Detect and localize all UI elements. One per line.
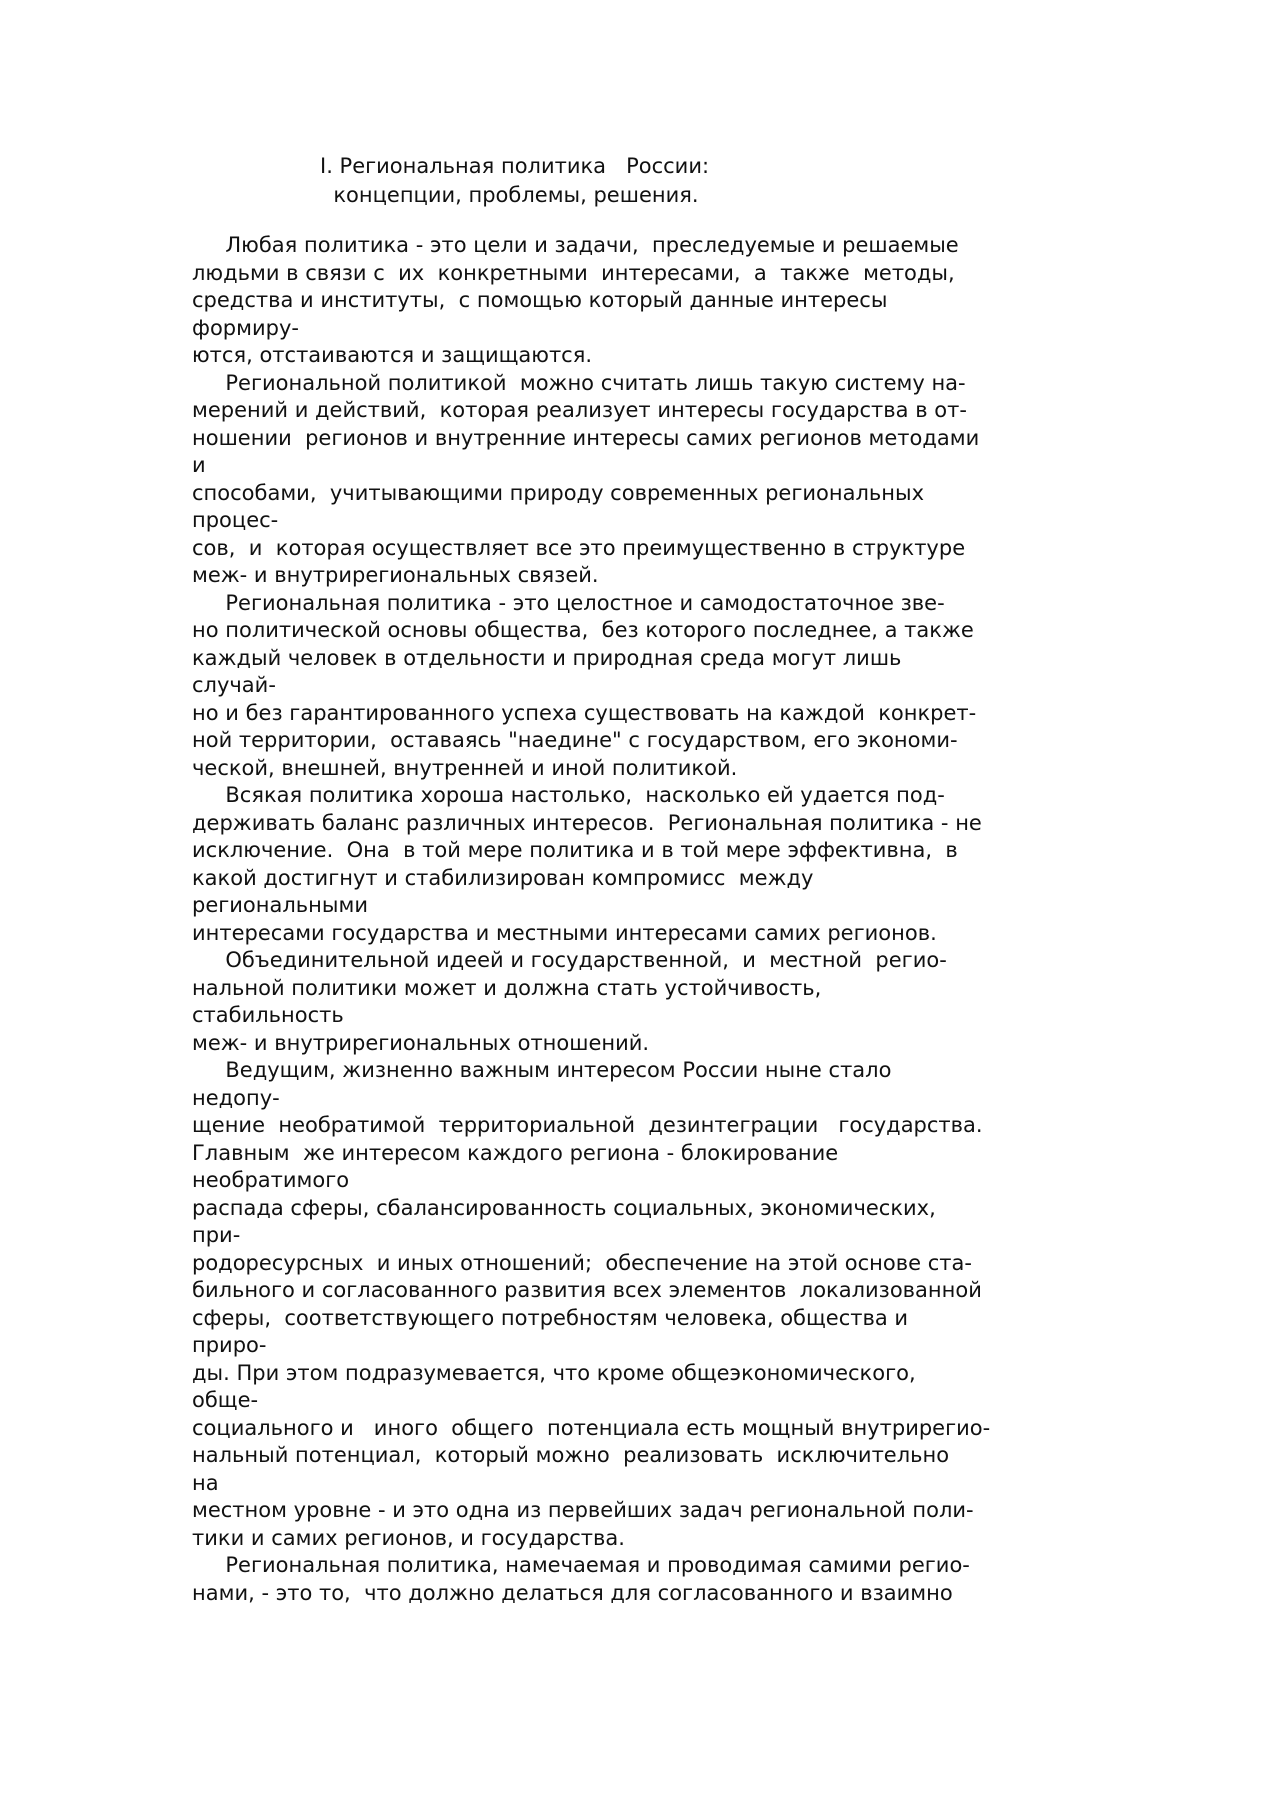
body-line: местном уровне - и это одна из первейших задач региональной поли- (192, 1498, 974, 1522)
body-line: средства и институты, с помощью который данные интересы (192, 288, 888, 312)
body-line: но политической основы общества, без которого последнее, а также (192, 618, 974, 642)
body-line: ческой, внешней, внутренней и иной политикой. (192, 755, 738, 780)
body-line: щение необратимой территориальной дезинтеграции государства. (192, 1113, 983, 1137)
body-line: Региональная политика - это целостное и самодостаточное зве- (192, 590, 945, 615)
body-line: меж- и внутрирегиональных отношений. (192, 1030, 650, 1055)
body-line: процес- (192, 508, 279, 532)
body-line: но и без гарантированного успеха существовать на каждой конкрет- (192, 700, 977, 725)
body-line: Объединительной идеей и государственной, и местной регио- (192, 948, 947, 972)
body-line: родоресурсных и иных отношений; обеспечение на этой основе ста- (192, 1250, 972, 1275)
body-line: Региональной политикой можно считать лишь такую систему на- (192, 370, 966, 395)
body-line: сферы, соответствующего потребностям человека, общества и (192, 1305, 909, 1330)
body-line: исключение. Она в той мере политика и в той мере эффективна, в (192, 838, 958, 862)
body-line: меж- и внутрирегиональных связей. (192, 563, 599, 587)
body-line: нальный потенциал, который можно реализовать исключительно (192, 1443, 950, 1467)
body-line: ются, отстаиваются и защищаются. (192, 343, 593, 367)
body-line: людьми в связи с их конкретными интересами, а также методы, (192, 260, 955, 285)
body-line: приро- (192, 1333, 267, 1357)
body-line: Любая политика - это цели и задачи, преследуемые и решаемые (192, 233, 959, 257)
body-line: случай- (192, 673, 276, 697)
body-line: держивать баланс различных интересов. Региональная политика - не (192, 810, 982, 835)
body-line: Региональная политика, намечаемая и проводимая самими регио- (192, 1553, 970, 1577)
body-line: сов, и которая осуществляет все это преимущественно в структуре (192, 535, 966, 560)
body-line: Главным же интересом каждого региона - блокирование (192, 1140, 839, 1165)
body-line: Всякая политика хороша настолько, насколько ей удается под- (192, 783, 945, 807)
body-line: региональными (192, 893, 368, 917)
body-line: и (192, 453, 206, 477)
body-line: недопу- (192, 1085, 280, 1110)
body-line: мерений и действий, которая реализует интересы государства в от- (192, 398, 967, 422)
body-line: нами, - это то, что должно делаться для согласованного и взаимно (192, 1580, 953, 1605)
body-line: Ведущим, жизненно важным интересом России ныне стало (192, 1058, 892, 1082)
title-line-2: концепции, проблемы, решения. (320, 183, 699, 207)
body-line: какой достигнут и стабилизирован компромисс между (192, 865, 814, 890)
body-line: каждый человек в отдельности и природная среда могут лишь (192, 645, 902, 670)
body-line: интересами государства и местными интересами самих регионов. (192, 920, 937, 945)
body-line: распада сферы, сбалансированность социальных, экономических, (192, 1195, 936, 1220)
body-line: необратимого (192, 1168, 350, 1192)
body-line: ношении регионов и внутренние интересы самих регионов методами (192, 425, 980, 450)
body-line: ды. При этом подразумевается, что кроме общеэкономического, (192, 1360, 916, 1385)
body-line: обще- (192, 1388, 259, 1412)
title-line-1: I. Региональная политика России: (320, 154, 710, 178)
body-line: формиру- (192, 315, 299, 340)
body-line: социального и иного общего потенциала есть мощный внутрирегио- (192, 1415, 991, 1440)
body-line: при- (192, 1223, 241, 1247)
body-line: тики и самих регионов, и государства. (192, 1525, 625, 1550)
body-line: способами, учитывающими природу современных региональных (192, 480, 925, 505)
body-line: нальной политики может и должна стать устойчивость, (192, 975, 822, 1000)
body-line: на (192, 1470, 219, 1495)
body-line: стабильность (192, 1003, 344, 1027)
body-line: ной территории, оставаясь "наедине" с государством, его экономи- (192, 728, 958, 752)
document-title (320, 152, 709, 210)
document-body (192, 232, 1092, 1607)
body-line: бильного и согласованного развития всех элементов локализованной (192, 1278, 982, 1302)
